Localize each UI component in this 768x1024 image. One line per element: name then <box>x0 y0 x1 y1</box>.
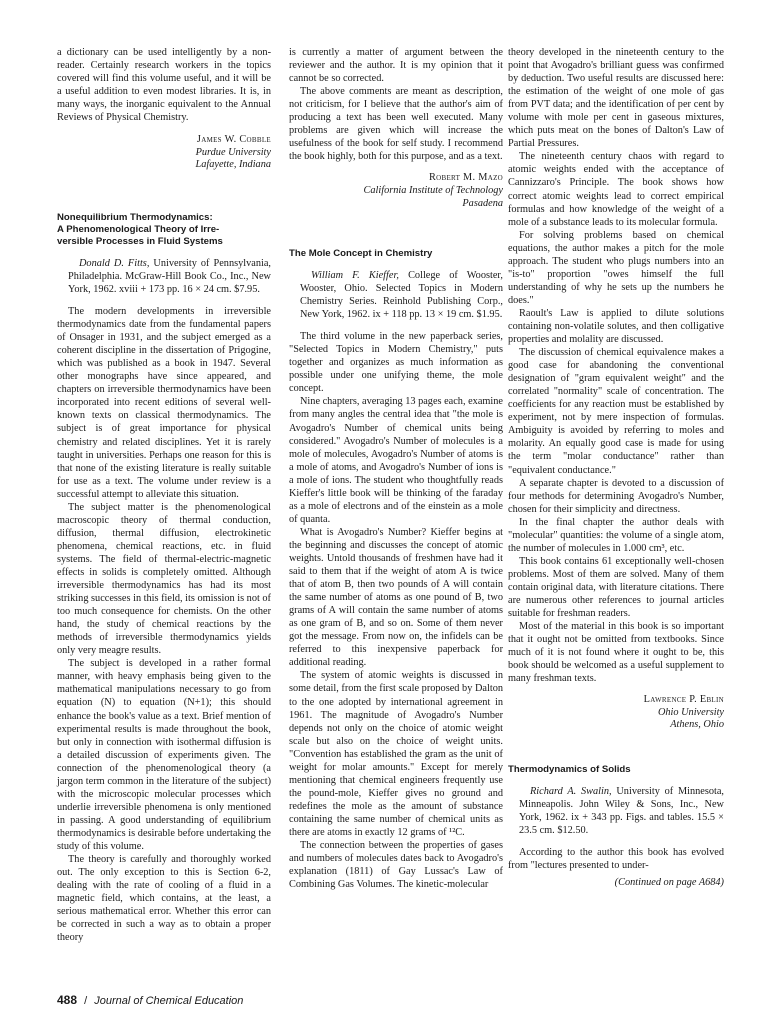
paragraph: The modern developments in irreversible thermodynamics date from the fundamental papers of Onsager in 1931, and the subject emerged as a coherent discipline in the dissertation of Prigogine, which was published as a book in 1947. Several other monographs have since appeared, and chapters on irreversible thermodynamics have been incorporated into recent editions of several well-known texts on classical thermodynamics. The subject is of great importance for physical chemistry and related disciplines. Yet it is rarely taught in universities. Perhaps one reason for this is that none of the existing literature is really suitable for use as a text. The volume under review is a successful attempt to alleviate this situation. <box>57 306 271 500</box>
reviewer-signature <box>57 134 271 172</box>
paragraph: According to the author this book has evolved from "lectures presented to under- <box>508 847 724 872</box>
reviewer-affiliation: Purdue University <box>195 146 271 158</box>
paragraph: The theory is carefully and thoroughly worked out. The only exception to this is Section 6-2, dealing with the rate of cooling of a fluid in a magnetic field, which contains, at the least, a serious mathematical error. Whether this error can be corrected in such a way as to obtain a proper theory <box>57 854 271 944</box>
paragraph: The nineteenth century chaos with regard to atomic weights ended with the acceptance of Cannizzaro's Principle. The book shows how correct atomic weights lead to correct empirical formulas and how knowledge of the weight of a mole of a substance leads to its molecular formula. <box>508 151 724 228</box>
paragraph: Most of the material in this book is so important that it ought not be omitted from textbooks. Since much of it is not found where it ought to be, this book should be welcomed as a useful supplement to many freshman texts. <box>508 621 724 685</box>
reviewer-affiliation: California Institute of Technology <box>363 185 503 197</box>
review-title-line: Nonequilibrium Thermodynamics: <box>57 212 213 224</box>
reviewer-affiliation: Ohio University <box>657 706 724 718</box>
paragraph: The discussion of chemical equivalence makes a good case for abandoning the conventional designation of "gram equivalent weight" and the correlated "normality" scale of concentration. The coefficients for any reaction must be established by experiment, not by mere inspection of formulas. Ambiguity is avoided by referring to moles and molarity. An equally good case is made for using the term "molar conductance" rather than "equivalent conductance." <box>508 347 724 476</box>
paragraph: The above comments are meant as description, not criticism, for I believe that the author's aim of producing a text has been well executed. Many problems are given which will increase the usefulness of the book for self study. I recommend the book highly, both for this purpose, and as a text. <box>289 86 503 163</box>
continuation-note: (Continued on page A684) <box>614 877 724 889</box>
book-citation <box>57 257 271 296</box>
reviewer-name: Lawrence P. Eblin <box>643 694 724 706</box>
review-title: The Mole Concept in Chemistry <box>289 248 433 260</box>
page-footer <box>57 993 243 1007</box>
paragraph: For solving problems based on chemical equations, the author makes a pitch for the mole approach. The student who plugs numbers into an "is-to" proportion "owes himself the full understanding of why he sets up the numbers he does." <box>508 229 724 306</box>
paragraph: What is Avogadro's Number? Kieffer begins at the beginning and discusses the concept of atomic weights. Untold thousands of freshmen have had it said to them that if the weight of atom A is twice that of atom B, then two pounds of A will contain the same number of atoms as one pound of B, two grams of A will contain the same number of atoms as one gram of B, and so on. Some of them never got the message. From now on, the infidels can be referred to this inexpensive paperback for additional reading. <box>289 526 503 669</box>
book-author: Richard A. Swalin, <box>530 786 612 798</box>
review-title <box>57 212 271 248</box>
paragraph: A separate chapter is devoted to a discussion of four methods for determining Avogadro's Number, chosen for their simplicity and directness. <box>508 477 724 515</box>
reviewer-location: Lafayette, Indiana <box>195 159 271 171</box>
book-citation <box>289 269 503 321</box>
paragraph: The subject matter is the phenomenological macroscopic theory of thermal conduction, diffusion, thermal diffusion, electrokinetic phenomena, chemical reactions, etc. in fluid systems. The field of thermal-electric-magnetic effects in solids is completely omitted. Although irreversible thermodynamics has had its most striking successes in this field, its omission is not of too much consequence for chemists. On the other hand, the study of chemical reactions by the methods of irreversible thermodynamics yields only very meagre results. <box>57 501 271 657</box>
book-author: Donald D. Fitts, <box>79 258 150 270</box>
reviewer-signature <box>508 694 724 732</box>
reviewer-location: Athens, Ohio <box>670 719 724 731</box>
paragraph: The connection between the properties of gases and numbers of molecules dates back to Avogadro's explanation (1811) of Gay Lussac's Law of Combining Gas Volumes. The kinetic-molecular <box>289 840 503 891</box>
journal-name: Journal of Chemical Education <box>94 995 244 1007</box>
column-1 <box>57 46 271 944</box>
book-details: University of Pennsylvania, Philadelphia. McGraw-Hill Book Co., Inc., New York, 1962. xviii + 173 pp. 16 × 24 cm. $7.95. <box>68 258 271 296</box>
paragraph: a dictionary can be used intelligently by a non-reader. Certainly research workers in the topics covered will find this volume useful, and it will be a useful addition to even modest libraries. It is, in many ways, the inorganic equivalent to the Annual Reviews of Physical Chemistry. <box>57 47 271 124</box>
book-author: William F. Kieffer, <box>311 270 399 282</box>
reviewer-name: James W. Cobble <box>196 134 271 146</box>
review-title-line: versible Processes in Fluid Systems <box>57 236 223 248</box>
footer-separator: / <box>84 995 88 1007</box>
page-number: 488 <box>57 993 78 1007</box>
column-2 <box>289 46 503 891</box>
paragraph: is currently a matter of argument between the reviewer and the author. It is my opinion that it cannot be so corrected. <box>289 47 503 85</box>
paragraph: The subject is developed in a rather formal manner, with heavy emphasis being given to the mathematical manipulations necessary to go from equation (N) to equation (N+1); this should enhance the book's value as a text. Brief mention of experimental results is made throughout the book, but only in connection with isothermal diffusion is a detailed discussion of experiments given. The connection of the phenomenological theory (a jargon term common in the literature of the subject) with the microscopic molecular processes which underlie irreversible phenomena is only mentioned in passing. A good understanding of equilibrium thermodynamics is desirable before undertaking the study of this volume. <box>57 658 271 852</box>
reviewer-name: Robert M. Mazo <box>428 172 503 184</box>
paragraph: In the final chapter the author deals with "molecular" quantities: the volume of a single atom, the number of molecules in 1.000 cm³, etc. <box>508 516 724 554</box>
column-3 <box>508 46 724 889</box>
review-title: Thermodynamics of Solids <box>508 764 631 776</box>
review-title-line: A Phenomenological Theory of Irre- <box>57 224 220 236</box>
paragraph: Raoult's Law is applied to dilute solutions containing non-volatile solutes, and then colligative properties and molality are discussed. <box>508 307 724 346</box>
paragraph: This book contains 61 exceptionally well-chosen problems. Most of them are solved. Many of them contain original data, with literature citations. There are numerous other references to journal articles suitable for freshman readers. <box>508 555 724 620</box>
reviewer-location: Pasadena <box>462 197 503 209</box>
book-details: University of Minnesota, Minneapolis. John Wiley & Sons, Inc., New York, 1962. ix + 343 pp. Figs. and tables. 15.5 × 23.5 cm. $12.50. <box>519 786 724 837</box>
paragraph: theory developed in the nineteenth century to the point that Avogadro's brilliant guess was confirmed by deduction. Two useful results are discussed here: the estimation of the weight of one mole of gas from PVT data; and the identification of per cent by volume with mole per cent in gaseous mixtures, which puts meat on the bones of Dalton's Law of Partial Pressures. <box>508 47 724 150</box>
paragraph: Nine chapters, averaging 13 pages each, examine from many angles the central idea that "the mole is Avogadro's Number of chemical units being considered." Avogadro's Number of molecules is a mole of molecules, Avogadro's Number of atoms is a mole of atoms, and Avogadro's Number of ions is a mole of ions. The student who thoughtfully reads Kieffer's little book will be thinking of the faraday as a mole of electrons and of the einstein as a mole of quanta. <box>289 396 503 525</box>
reviewer-signature <box>289 172 503 210</box>
book-citation <box>508 785 724 837</box>
paragraph: The third volume in the new paperback series, "Selected Topics in Modern Chemistry," puts together and organizes as much information as possible under one unifying theme, the mole concept. <box>289 331 503 395</box>
paragraph: The system of atomic weights is discussed in some detail, from the first scale proposed by Dalton to the one adopted by international agreement in 1961. The magnitude of Avogadro's Number depends not only on the choice of atomic weight scale but also on the choice of weight units. "Convention has established the gram as the unit of weight for molar amounts." Except for merely mentioning that chemical engineers frequently use the pound-mole, Kieffer gives no ground and redefines the mole as the amount of substance containing the same number of chemical units as there are atoms in exactly 12 grams of ¹²C. <box>289 670 503 838</box>
book-details: College of Wooster, Wooster, Ohio. Selected Topics in Modern Chemistry Series. Reinhold Publishing Corp., New York, 1962. ix + 118 pp. 13 × 19 cm. $1.95. <box>300 270 503 321</box>
